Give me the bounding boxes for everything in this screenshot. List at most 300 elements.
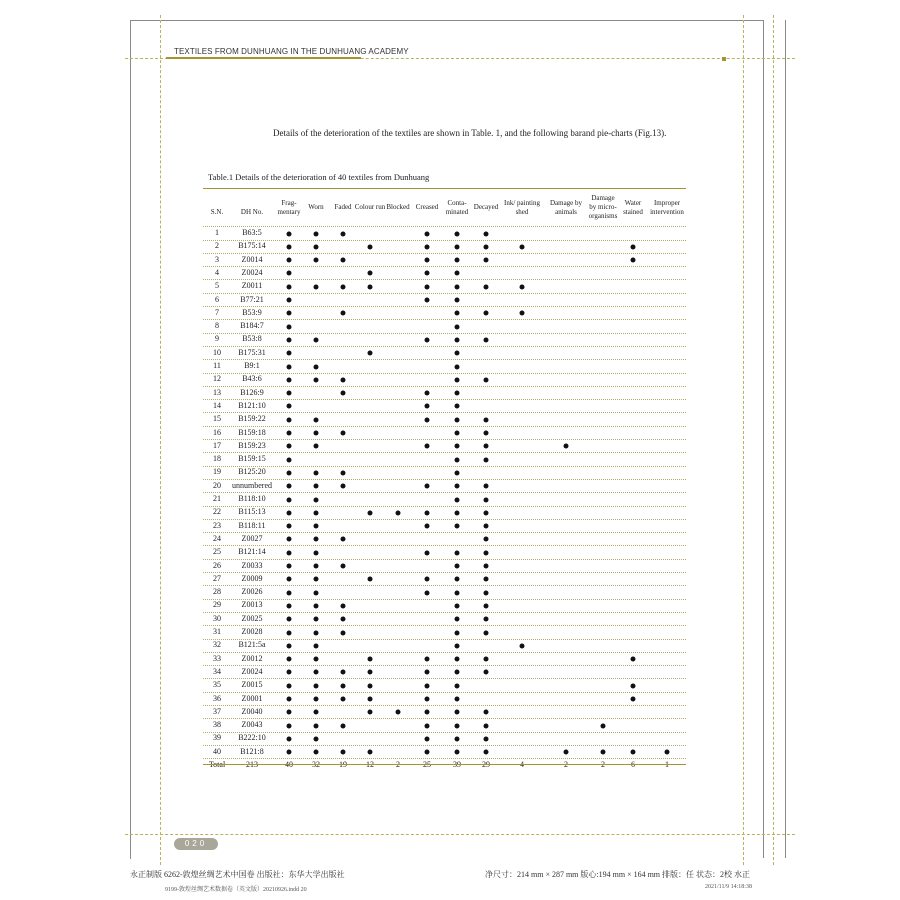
column-header: Damage by micro- organisms [588,194,618,220]
mark-dot [425,710,430,715]
total-value [339,760,347,770]
row-separator [203,426,686,427]
mark-dot [341,564,346,569]
mark-dot [314,364,319,369]
column-header: Creased [415,203,439,211]
mark-dot [368,697,373,702]
mark-dot [631,657,636,662]
row-separator [203,745,686,746]
mark-dot [287,258,292,263]
row-separator [203,386,686,387]
mark-dot [341,377,346,382]
mark-dot [287,457,292,462]
mark-dot [455,231,460,236]
row-dh-number: Z0027 [241,533,263,543]
row-separator [203,346,686,347]
mark-dot [368,284,373,289]
mark-dot [341,470,346,475]
row-sn: 11 [213,361,221,370]
mark-dot [484,417,489,422]
column-header: Worn [308,203,324,211]
mark-dot [455,497,460,502]
mark-dot [287,484,292,489]
row-dh-number: Z0015 [241,680,263,690]
mark-dot [287,271,292,276]
mark-dot [484,603,489,608]
mark-dot [314,657,319,662]
table-top-rule [203,188,686,189]
mark-dot [484,510,489,515]
mark-dot [341,258,346,263]
mark-dot [314,697,319,702]
mark-dot [631,683,636,688]
mark-dot [520,244,525,249]
row-separator [203,639,686,640]
row-sn: 32 [213,640,221,650]
row-separator [203,266,686,267]
mark-dot [287,444,292,449]
file-name-line: 9199-敦煌丝绸艺术数据卷（英文版）20210926.indd 20 [165,887,307,893]
mark-dot [484,736,489,741]
mark-dot [484,630,489,635]
mark-dot [314,564,319,569]
row-sn: 16 [213,427,221,437]
row-dh-number: B43:6 [242,374,262,384]
row-separator [203,279,686,280]
mark-dot [484,750,489,755]
mark-dot [314,284,319,289]
mark-dot [287,564,292,569]
mark-dot [368,271,373,276]
mark-dot [455,657,460,662]
printer-slug-right: 净尺寸：214 mm × 287 mm 版心:194 mm × 164 mm 排版：任 状态：2校 水正 [485,870,751,879]
mark-dot [484,457,489,462]
mark-dot [484,444,489,449]
row-sn: 35 [213,680,221,690]
mark-dot [484,258,489,263]
row-dh-number: B175:14 [238,241,266,251]
row-sn: 7 [215,307,219,317]
row-dh-number: B121:10 [238,400,266,410]
mark-dot [368,657,373,662]
column-header: Colour run [354,203,386,211]
mark-dot [484,577,489,582]
mark-dot [455,564,460,569]
mark-dot [455,457,460,462]
column-header: Damage by animals [549,198,583,216]
mark-dot [314,590,319,595]
row-separator [203,652,686,653]
mark-dot [341,723,346,728]
row-dh-number: Z0014 [241,254,263,264]
row-separator [203,479,686,480]
mark-dot [425,736,430,741]
mark-dot [484,377,489,382]
mark-dot [341,231,346,236]
mark-dot [287,510,292,515]
row-separator [203,585,686,586]
table-bottom-rule [203,764,686,765]
mark-dot [287,736,292,741]
mark-dot [314,337,319,342]
column-header: Decayed [473,203,499,211]
row-dh-number: Z0043 [241,720,263,730]
mark-dot [314,603,319,608]
mark-dot [314,510,319,515]
mark-dot [425,590,430,595]
mark-dot [455,364,460,369]
mark-dot [484,657,489,662]
mark-dot [341,537,346,542]
header-separator [203,226,686,227]
mark-dot [341,670,346,675]
row-sn: 26 [213,560,221,570]
mark-dot [425,417,430,422]
row-sn: 10 [213,347,221,357]
mark-dot [368,510,373,515]
mark-dot [455,377,460,382]
mark-dot [631,697,636,702]
mark-dot [341,284,346,289]
row-sn: 3 [215,254,219,264]
total-value [601,760,605,770]
mark-dot [455,431,460,436]
mark-dot [287,311,292,316]
row-dh-number: B159:15 [238,454,266,464]
column-header: Improper intervention [650,198,684,216]
mark-dot [425,750,430,755]
mark-dot [314,550,319,555]
column-header: DH No. [240,208,264,216]
row-sn: 6 [215,294,219,304]
mark-dot [425,670,430,675]
row-separator [203,612,686,613]
mark-dot [314,723,319,728]
row-dh-number: B121:14 [238,547,266,557]
mark-dot [314,736,319,741]
mark-dot [425,524,430,529]
mark-dot [484,670,489,675]
row-sn: 36 [213,693,221,703]
mark-dot [455,697,460,702]
page-number: 020 [174,838,218,850]
mark-dot [287,630,292,635]
row-sn: 14 [213,400,221,410]
mark-dot [287,643,292,648]
row-separator [203,333,686,334]
mark-dot [314,524,319,529]
mark-dot [455,617,460,622]
mark-dot [484,497,489,502]
mark-dot [341,311,346,316]
mark-dot [314,497,319,502]
mark-dot [520,311,525,316]
margin-guide-bottom [125,834,795,835]
row-sn: 39 [213,733,221,743]
mark-dot [287,377,292,382]
margin-guide-right [743,15,744,865]
row-sn: 28 [213,587,221,597]
mark-dot [425,723,430,728]
row-separator [203,452,686,453]
mark-dot [314,470,319,475]
row-sn: 21 [213,494,221,503]
mark-dot [455,244,460,249]
row-separator [203,466,686,467]
row-dh-number: B77:21 [240,294,264,304]
row-separator [203,373,686,374]
total-value [520,760,524,770]
total-value [396,760,400,770]
mark-dot [287,537,292,542]
mark-dot [287,710,292,715]
mark-dot [368,670,373,675]
row-separator [203,399,686,400]
mark-dot [601,750,606,755]
mark-dot [425,404,430,409]
mark-dot [484,723,489,728]
mark-dot [287,431,292,436]
mark-dot [287,657,292,662]
row-separator [203,240,686,241]
total-value [564,760,568,770]
mark-dot [484,710,489,715]
mark-dot [425,697,430,702]
row-sn: 27 [213,573,221,583]
row-dh-number: B184:7 [240,321,264,331]
mark-dot [314,417,319,422]
row-dh-number: B126:9 [240,387,264,397]
mark-dot [287,550,292,555]
mark-dot [314,377,319,382]
row-separator [203,718,686,719]
mark-dot [425,510,430,515]
mark-dot [484,284,489,289]
mark-dot [341,391,346,396]
row-dh-number: B53:8 [242,334,262,344]
mark-dot [368,244,373,249]
mark-dot [314,750,319,755]
mark-dot [368,750,373,755]
total-label [209,760,225,770]
mark-dot [455,577,460,582]
row-dh-number: B53:9 [242,307,262,317]
total-value [312,760,320,770]
mark-dot [287,470,292,475]
row-sn: 18 [213,454,221,464]
mark-dot [484,244,489,249]
total-value [482,760,490,770]
row-sn: 20 [213,480,221,490]
row-separator [203,559,686,560]
row-separator [203,359,686,360]
row-dh-number: Z0024 [241,267,263,277]
row-sn: 13 [213,387,221,397]
mark-dot [287,603,292,608]
mark-dot [314,643,319,648]
mark-dot [484,537,489,542]
mark-dot [665,750,670,755]
row-dh-number: B118:10 [238,494,266,503]
mark-dot [455,590,460,595]
mark-dot [287,391,292,396]
corner-mark [722,57,726,61]
mark-dot [484,431,489,436]
row-sn: 38 [213,720,221,730]
mark-dot [564,444,569,449]
mark-dot [455,484,460,489]
column-header: S.N. [210,208,224,216]
mark-dot [287,417,292,422]
mark-dot [314,710,319,715]
mark-dot [484,590,489,595]
mark-dot [520,643,525,648]
row-separator [203,439,686,440]
mark-dot [314,444,319,449]
row-dh-number: Z0025 [241,613,263,623]
mark-dot [455,311,460,316]
mark-dot [314,431,319,436]
mark-dot [287,697,292,702]
mark-dot [314,670,319,675]
row-separator [203,692,686,693]
mark-dot [341,603,346,608]
row-separator [203,293,686,294]
mark-dot [455,510,460,515]
row-sn: 5 [215,281,219,291]
row-sn: 25 [213,547,221,557]
row-sn: 17 [213,440,221,450]
mark-dot [455,324,460,329]
mark-dot [425,577,430,582]
mark-dot [314,244,319,249]
mark-dot [425,683,430,688]
row-dh-number: Z0040 [241,706,263,716]
mark-dot [314,617,319,622]
total-value [285,760,293,770]
mark-dot [425,284,430,289]
mark-dot [287,617,292,622]
mark-dot [455,723,460,728]
mark-dot [287,364,292,369]
mark-dot [287,404,292,409]
mark-dot [368,710,373,715]
mark-dot [455,736,460,741]
row-separator [203,492,686,493]
row-sn: 24 [213,533,221,543]
mark-dot [314,231,319,236]
mark-dot [287,244,292,249]
row-sn: 37 [213,706,221,716]
total-dh [246,760,258,770]
trim-line-right [763,20,764,858]
mark-dot [455,550,460,555]
row-sn: 33 [213,653,221,663]
bleed-line-right [785,20,786,858]
row-dh-number: B9:1 [244,361,260,370]
mark-dot [455,337,460,342]
row-sn: 29 [213,600,221,610]
mark-dot [455,404,460,409]
row-separator [203,519,686,520]
mark-dot [484,231,489,236]
row-separator [203,253,686,254]
mark-dot [425,444,430,449]
total-value [631,760,635,770]
mark-dot [601,723,606,728]
mark-dot [287,590,292,595]
row-sn: 23 [213,520,221,530]
row-sn: 31 [213,627,221,636]
row-sn: 34 [213,666,221,676]
row-dh-number: Z0028 [241,627,263,636]
row-dh-number: B159:22 [238,414,266,424]
mark-dot [520,284,525,289]
row-dh-number: B159:18 [238,427,266,437]
running-head-rule [166,57,361,59]
row-sn: 2 [215,241,219,251]
mark-dot [341,431,346,436]
row-sn: 1 [215,228,219,237]
mark-dot [484,617,489,622]
mark-dot [314,577,319,582]
file-timestamp: 2021/11/9 14:18:38 [705,884,752,890]
intro-paragraph: Details of the deterioration of the textiles are shown in Table. 1, and the following barand pie-charts (Fig.13). [273,128,667,138]
mark-dot [287,337,292,342]
row-dh-number: B159:23 [238,440,266,450]
mark-dot [455,444,460,449]
mark-dot [287,351,292,356]
mark-dot [314,258,319,263]
mark-dot [425,391,430,396]
row-dh-number: Z0013 [241,600,263,610]
mark-dot [314,630,319,635]
mark-dot [396,710,401,715]
total-value [453,760,461,770]
mark-dot [425,298,430,303]
row-separator [203,306,686,307]
mark-dot [455,417,460,422]
mark-dot [425,271,430,276]
mark-dot [287,231,292,236]
total-value [366,760,374,770]
row-dh-number: B115:13 [238,507,266,517]
mark-dot [484,550,489,555]
mark-dot [368,577,373,582]
row-dh-number: B175:31 [238,347,266,357]
row-sn: 12 [213,374,221,384]
row-sn: 19 [213,467,221,477]
mark-dot [287,524,292,529]
row-separator [203,319,686,320]
row-dh-number: Z0009 [241,573,263,583]
total-value [665,760,669,770]
row-separator [203,506,686,507]
mark-dot [455,351,460,356]
column-header: Blocked [386,203,410,211]
mark-dot [287,670,292,675]
mark-dot [455,670,460,675]
row-separator [203,678,686,679]
row-sn: 9 [215,334,219,344]
row-dh-number: Z0024 [241,666,263,676]
mark-dot [287,497,292,502]
row-dh-number: B121:5a [238,640,266,650]
row-dh-number: Z0011 [241,281,263,291]
row-separator [203,572,686,573]
row-dh-number: B63:5 [242,228,262,237]
mark-dot [455,683,460,688]
